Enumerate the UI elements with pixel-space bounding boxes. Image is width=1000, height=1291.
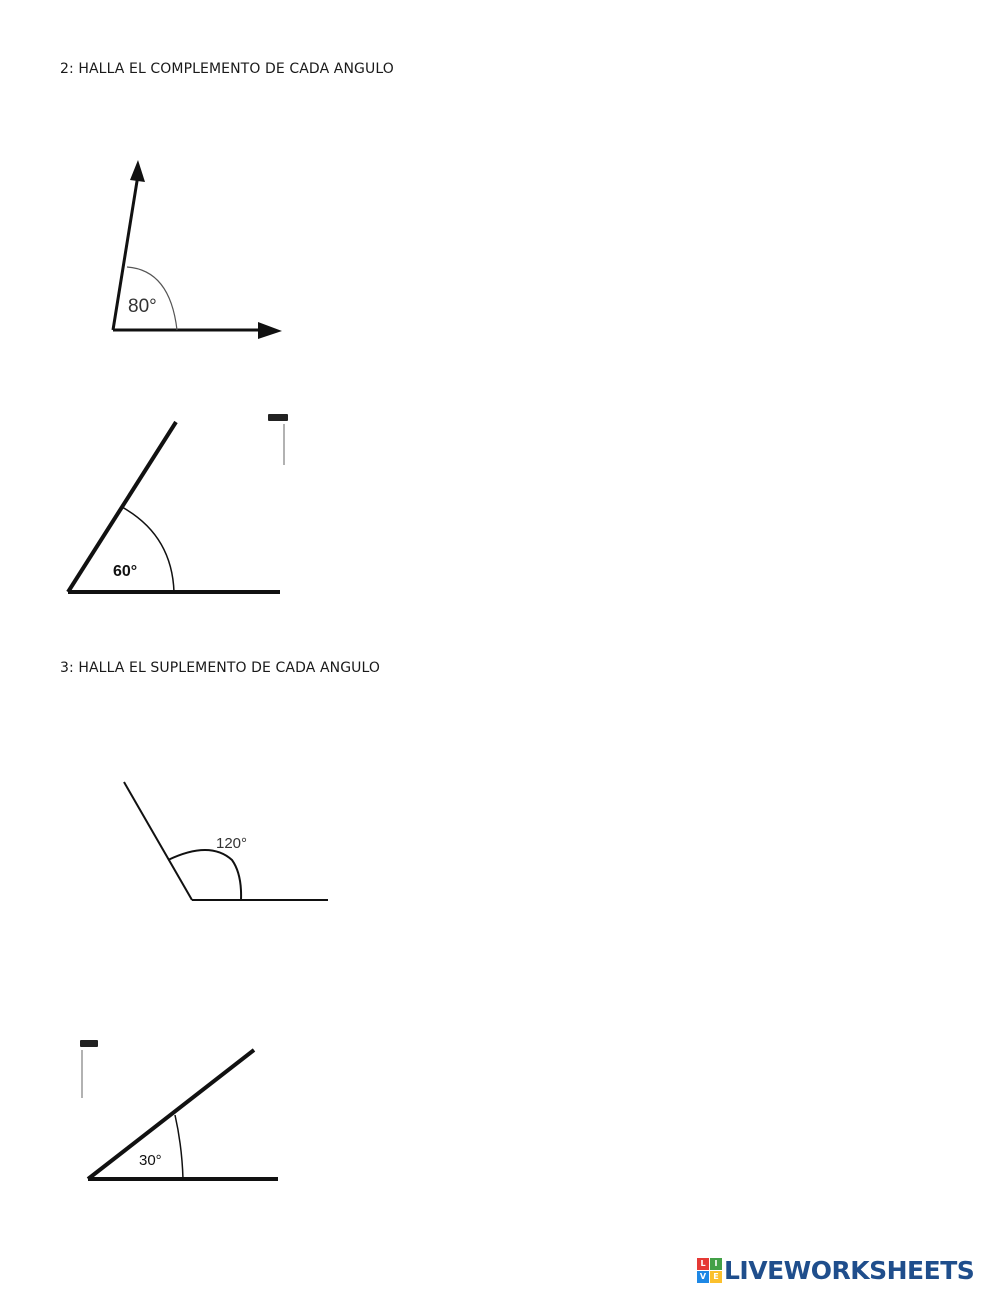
section-heading-complement: 2: HALLA EL COMPLEMENTO DE CADA ANGULO (60, 61, 394, 77)
angle-label: 120° (216, 835, 248, 852)
logo-letter-e: E (710, 1271, 722, 1283)
watermark-badge (268, 414, 288, 465)
angle-arc (175, 1115, 183, 1179)
liveworksheets-logo (697, 1255, 974, 1285)
angle-figure-120 (110, 770, 340, 910)
angle-label: 30° (139, 1152, 162, 1169)
angle-ray-inclined (124, 782, 192, 900)
arrowhead-right-icon (258, 322, 282, 339)
logo-letter-v: V (697, 1271, 709, 1283)
angle-figure-80 (80, 150, 300, 350)
angle-arc (168, 850, 241, 900)
logo-letter-i: I (710, 1258, 722, 1270)
section-heading-supplement: 3: HALLA EL SUPLEMENTO DE CADA ANGULO (60, 660, 381, 676)
angle-figure-60 (60, 410, 300, 610)
angle-ray-inclined (88, 1050, 254, 1179)
logo-letter-l: L (697, 1258, 709, 1270)
watermark-badge (80, 1040, 98, 1098)
angle-label: 60° (113, 563, 138, 580)
logo-blocks-icon (697, 1258, 722, 1283)
arrowhead-up-icon (130, 160, 145, 182)
logo-text: LIVEWORKSHEETS (724, 1255, 975, 1285)
angle-figure-30 (78, 1038, 298, 1208)
angle-label: 80° (128, 296, 157, 317)
